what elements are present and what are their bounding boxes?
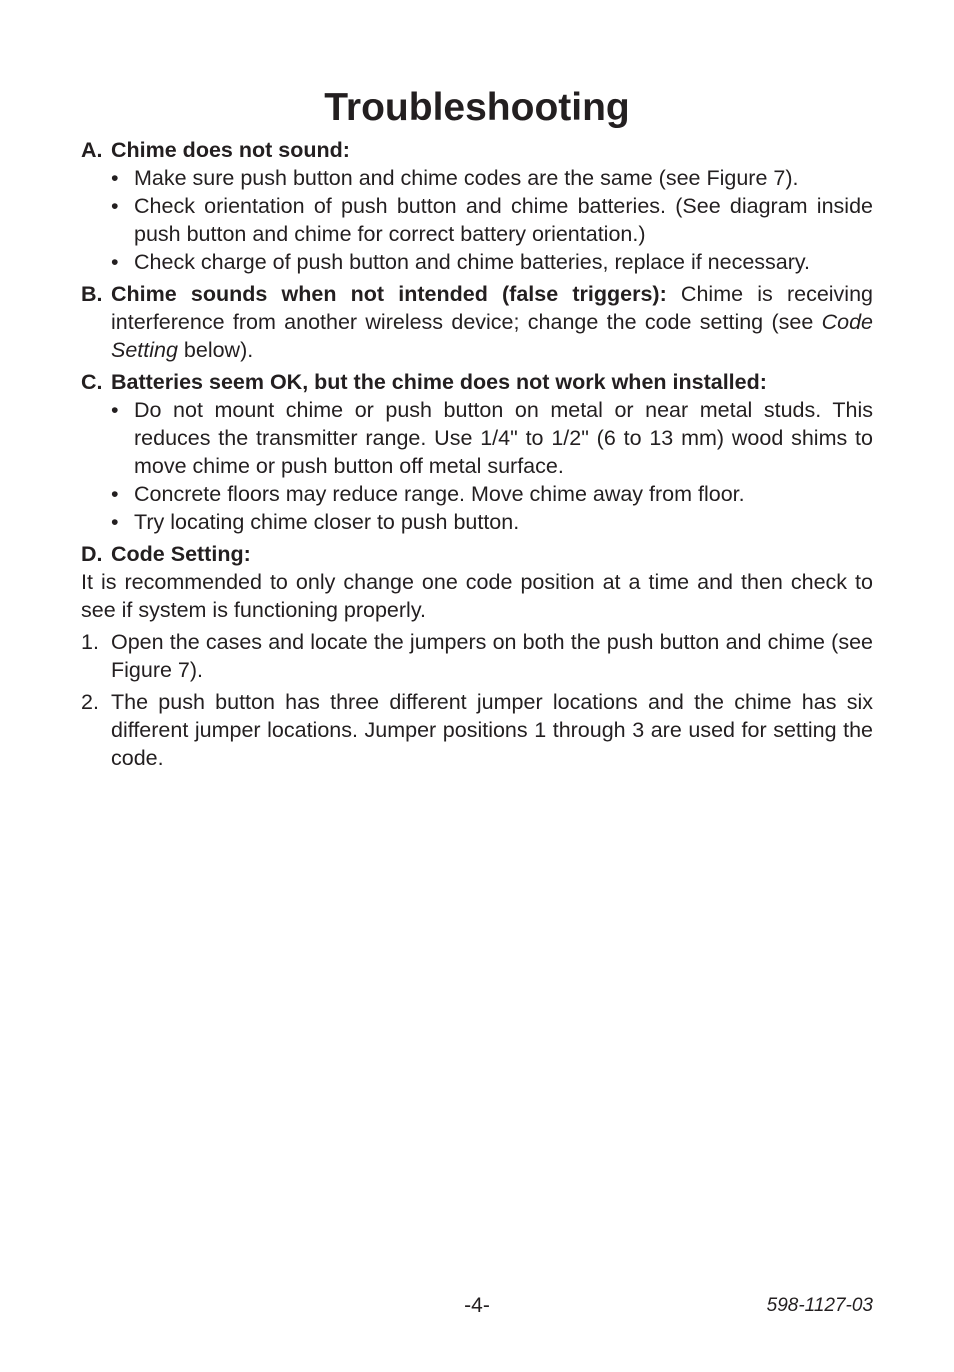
page-number: -4- <box>464 1294 490 1317</box>
step-number: 1. <box>81 630 99 654</box>
section-b-text: Chime is receiving interference from another wireless device; change the code setting (see <box>111 282 873 334</box>
section-c-label: C. <box>81 370 103 394</box>
list-item <box>111 508 873 536</box>
list-item <box>111 248 873 276</box>
list-item-text: Do not mount chime or push button on metal or near metal studs. This reduces the transmitter range. Use 1/4" to 1/2" (6 to 13 mm) wood shims to move chime or push button off metal surface. <box>134 398 873 478</box>
section-b-heading: Chime sounds when not intended (false triggers): <box>111 282 667 306</box>
bullet-icon: • <box>111 510 119 534</box>
section-c-heading: Batteries seem OK, but the chime does not work when installed: <box>111 370 767 394</box>
list-item-text: Concrete floors may reduce range. Move chime away from floor. <box>134 482 745 506</box>
list-item <box>111 396 873 480</box>
section-b-text-end: below). <box>177 338 254 362</box>
list-item <box>111 192 873 248</box>
bullet-icon: • <box>111 482 119 506</box>
section-a-label: A. <box>81 138 103 162</box>
section-d-heading: Code Setting: <box>111 542 251 566</box>
step-text: The push button has three different jumper locations and the chime has six different jumper locations. Jumper positions 1 through 3 are used for setting the code. <box>111 690 873 770</box>
document-body <box>81 86 873 772</box>
section-b-label: B. <box>81 282 103 306</box>
section-a-list <box>111 164 873 276</box>
step-text: Open the cases and locate the jumpers on both the push button and chime (see Figure 7). <box>111 630 873 682</box>
bullet-icon: • <box>111 398 119 422</box>
list-item-text: Try locating chime closer to push button. <box>134 510 520 534</box>
section-d-intro: It is recommended to only change one code position at a time and then check to see if system is functioning properly. <box>81 570 873 622</box>
list-item-text: Check orientation of push button and chime batteries. (See diagram inside push button and chime for correct battery orientation.) <box>134 194 873 246</box>
section-c-list <box>111 396 873 536</box>
page-title: Troubleshooting <box>324 86 630 129</box>
list-item-text: Check charge of push button and chime batteries, replace if necessary. <box>134 250 811 274</box>
section-b <box>81 280 873 364</box>
step-2 <box>81 688 873 772</box>
section-c <box>81 368 873 536</box>
section-d <box>81 540 873 568</box>
bullet-icon: • <box>111 250 119 274</box>
section-b-reference: Code Setting <box>111 310 873 362</box>
list-item-text: Make sure push button and chime codes are the same (see Figure 7). <box>134 166 799 190</box>
section-a <box>81 136 873 276</box>
step-number: 2. <box>81 690 99 714</box>
list-item <box>111 164 873 192</box>
step-1 <box>81 628 873 684</box>
document-code: 598-1127-03 <box>766 1295 873 1316</box>
bullet-icon: • <box>111 194 119 218</box>
section-d-label: D. <box>81 542 103 566</box>
section-a-heading: Chime does not sound: <box>111 138 350 162</box>
list-item <box>111 480 873 508</box>
bullet-icon: • <box>111 166 119 190</box>
